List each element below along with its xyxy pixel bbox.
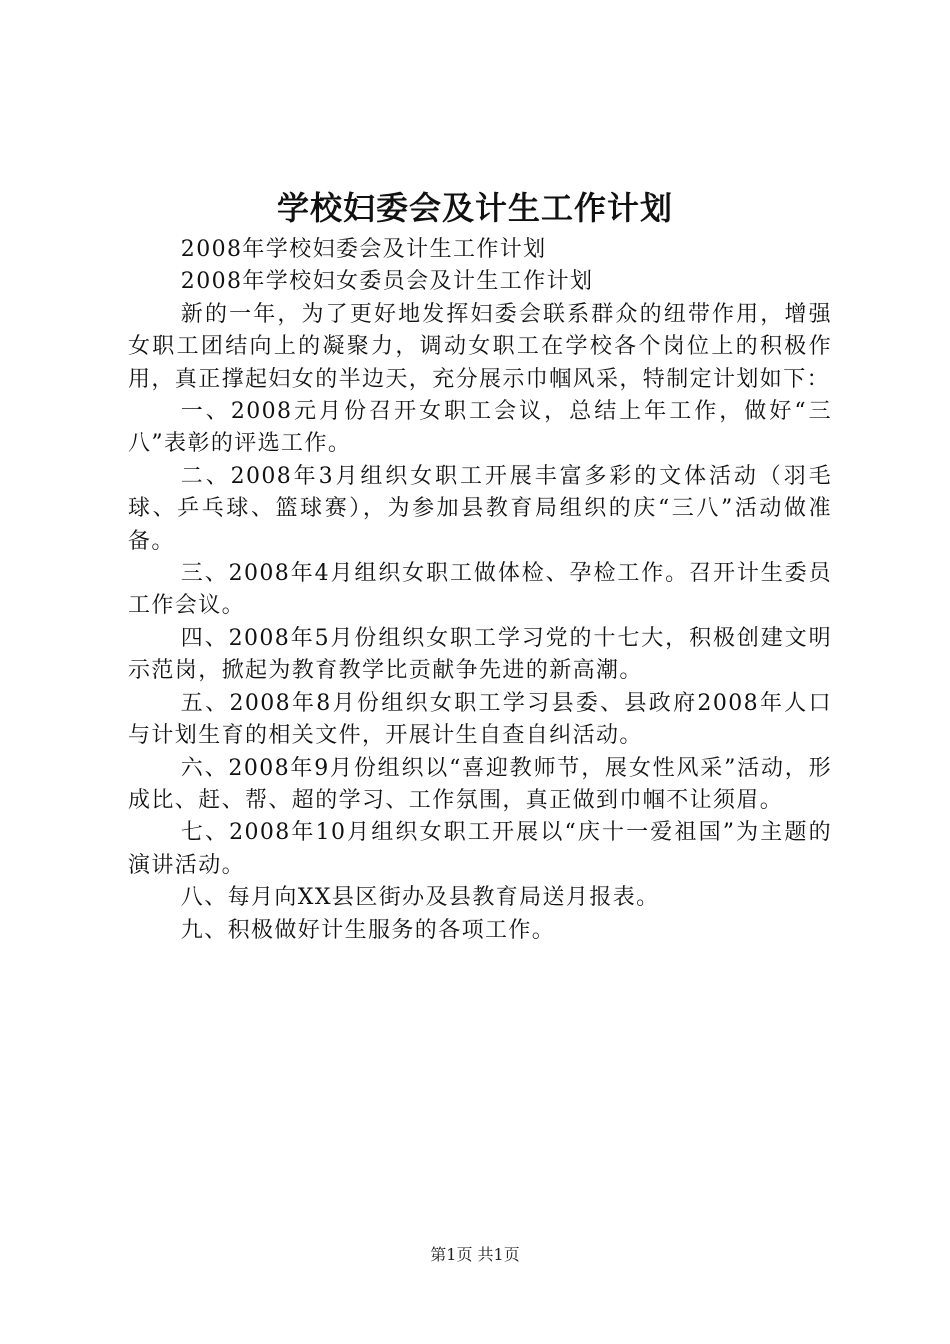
paragraph-subtitle-2: 2008年学校妇女委员会及计生工作计划	[180, 269, 594, 295]
document-title: 学校妇委会及计生工作计划	[276, 189, 673, 227]
paragraph-item-7: 七、2008年10月组织女职工开展以“庆十一爱祖国”为主题的演讲活动。	[128, 820, 832, 878]
paragraph-item-9: 九、积极做好计生服务的各项工作。	[180, 917, 556, 943]
document-body	[128, 234, 832, 947]
paragraph-item-5: 五、2008年8月份组织女职工学习县委、县政府2008年人口与计划生育的相关文件，开展计生自查自纠活动。	[128, 690, 832, 749]
paragraph-item-3: 三、2008年4月组织女职工做体检、孕检工作。召开计生委员工作会议。	[128, 561, 832, 619]
paragraph-item-8: 八、每月向XX县区街办及县教育局送月报表。	[180, 885, 660, 911]
paragraph-item-4: 四、2008年5月份组织女职工学习党的十七大，积极创建文明示范岗，掀起为教育教学比贡献争先进的新高潮。	[128, 625, 832, 684]
paragraph-intro: 新的一年，为了更好地发挥妇委会联系群众的纽带作用，增强女职工团结向上的凝聚力，调动女职工在学校各个岗位上的积极作用，真正撑起妇女的半边天，充分展示巾帼风采，特制定计划如下：	[128, 301, 832, 392]
paragraph-item-1: 一、2008元月份召开女职工会议，总结上年工作，做好“三八”表彰的评选工作。	[128, 399, 832, 457]
page-footer: 第1页 共1页	[430, 1245, 520, 1264]
paragraph-item-2: 二、2008年3月组织女职工开展丰富多彩的文体活动（羽毛球、乒乓球、篮球赛），为参加县教育局组织的庆“三八”活动做准备。	[128, 463, 832, 554]
paragraph-subtitle-1: 2008年学校妇委会及计生工作计划	[180, 237, 547, 262]
paragraph-item-6: 六、2008年9月份组织以“喜迎教师节，展女性风采”活动，形成比、赶、帮、超的学习、工作氛围，真正做到巾帼不让须眉。	[128, 755, 832, 813]
